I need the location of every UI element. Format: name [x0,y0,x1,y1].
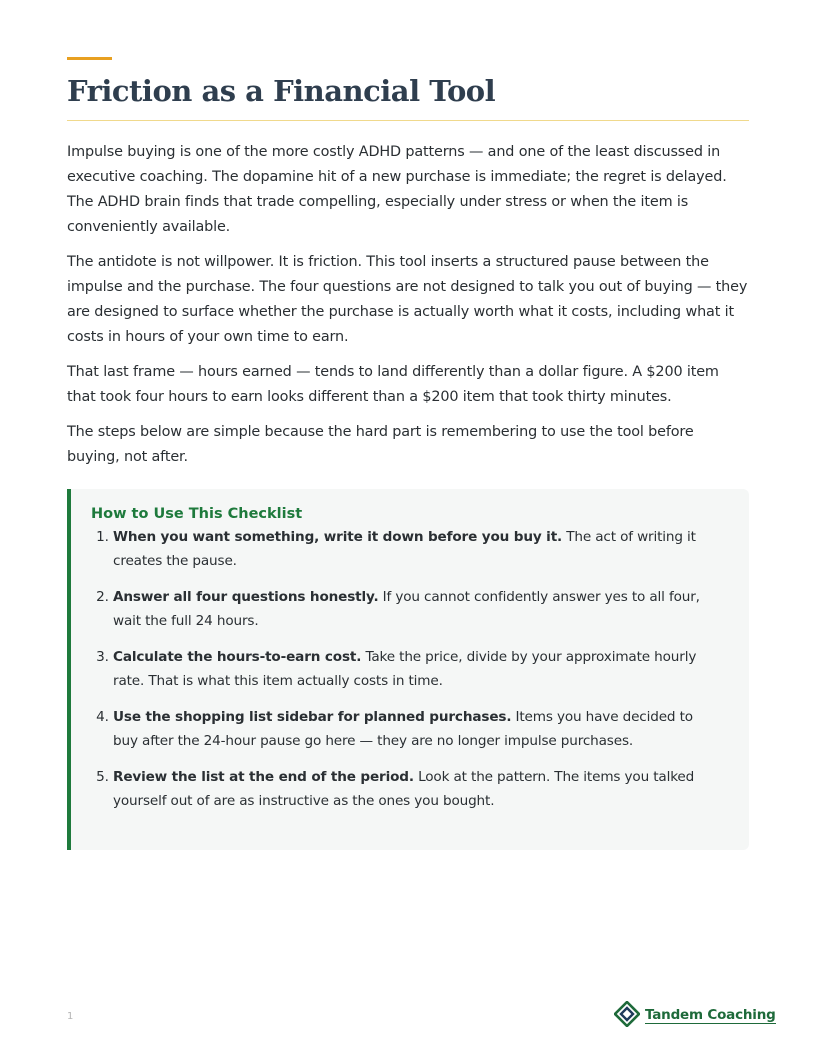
brand-name: Tandem Coaching [645,1007,776,1023]
diamond-logo-icon [614,1001,640,1031]
step-text: Items you have decided to buy after the 24-hour pause go here — they are no longer impulse purchases. [113,709,693,749]
callout-title: How to Use This Checklist [91,506,303,522]
brand-logo [614,1003,776,1029]
step-lead: Calculate the hours-to-earn cost. [113,649,362,665]
checklist-step [113,706,719,753]
intro-paragraph: The antidote is not willpower. It is friction. This tool inserts a structured pause between the impulse and the purchase. The four questions are not designed to talk you out of buying — they are designed to surface whether the purchase is actually worth what it costs, including what it costs in hours of your own time to earn. [67,254,748,345]
checklist-step [113,766,719,813]
page-number: 1 [67,1011,74,1022]
checklist-step [113,586,719,633]
intro-paragraph: That last frame — hours earned — tends to land differently than a dollar figure. A $200 item that took four hours to earn looks different than a $200 item that took thirty minutes. [67,364,719,405]
step-text: Look at the pattern. The items you talked yourself out of are as instructive as the ones you bought. [113,769,695,809]
title-divider [67,120,749,121]
checklist-step [113,526,719,573]
intro-paragraph: Impulse buying is one of the more costly ADHD patterns — and one of the least discussed in executive coaching. The dopamine hit of a new purchase is immediate; the regret is delayed. The ADHD brain finds that trade compelling, especially under stress or when the item is conveniently available. [67,144,727,235]
page-title: Friction as a Financial Tool [67,74,496,108]
step-text: If you cannot confidently answer yes to all four, wait the full 24 hours. [113,589,700,629]
step-text: The act of writing it creates the pause. [113,529,696,569]
checklist-steps [91,526,719,813]
intro-paragraph: The steps below are simple because the hard part is remembering to use the tool before buying, not after. [67,424,694,465]
step-lead: When you want something, write it down before you buy it. [113,529,563,545]
step-lead: Review the list at the end of the period. [113,769,414,785]
intro-section [67,140,749,480]
title-accent-bar [67,57,112,60]
checklist-step [113,646,719,693]
step-lead: Use the shopping list sidebar for planned purchases. [113,709,512,725]
step-text: Take the price, divide by your approximate hourly rate. That is what this item actually costs in time. [113,649,697,689]
checklist-callout [67,489,749,850]
step-lead: Answer all four questions honestly. [113,589,379,605]
